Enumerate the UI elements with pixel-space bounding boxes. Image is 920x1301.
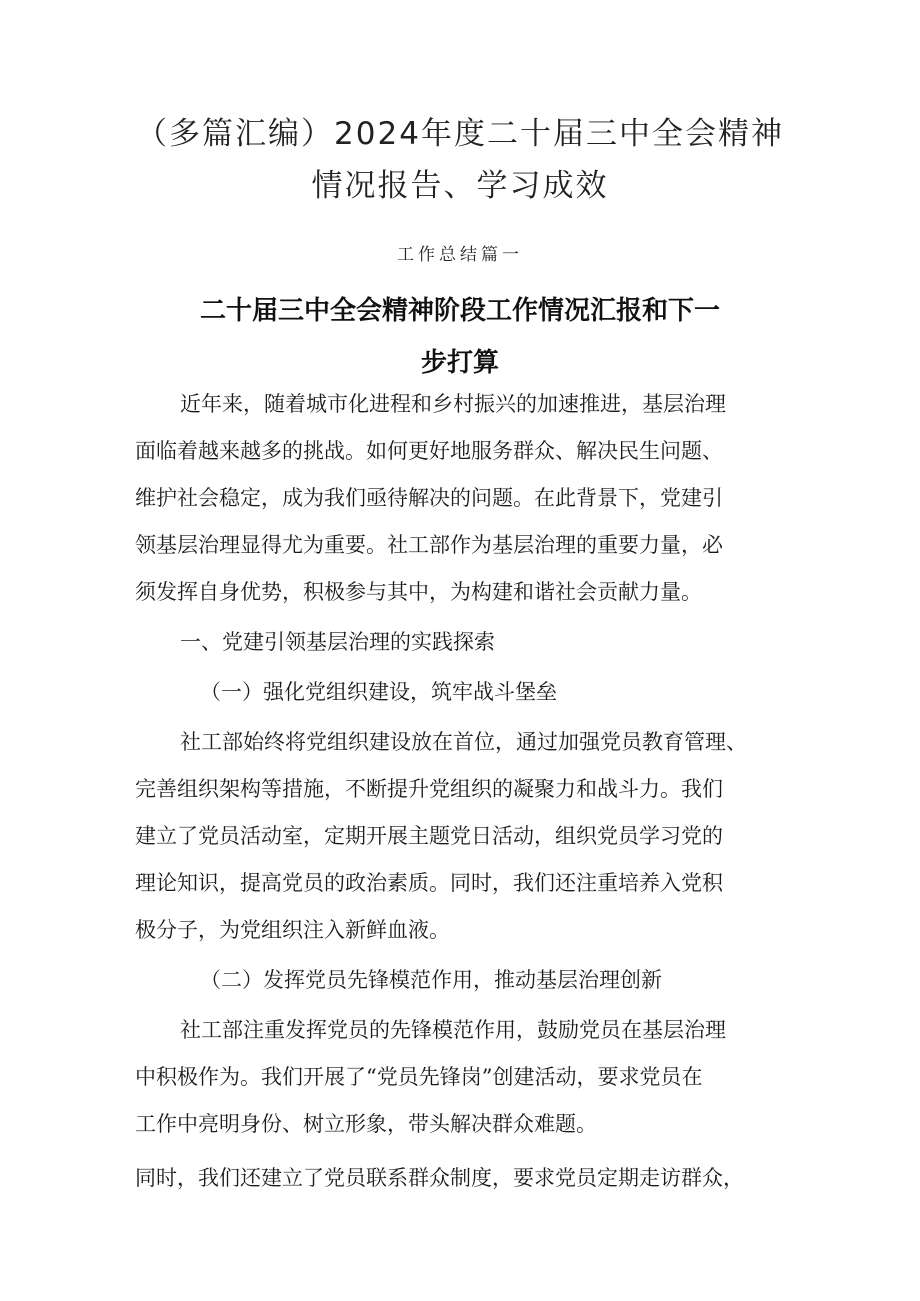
body-line: 面临着越来越多的挑战。如何更好地服务群众、解决民生问题、 [135, 439, 723, 463]
body-line: 建立了党员活动室，定期开展主题党日活动，组织党员学习党的 [135, 824, 723, 848]
subsection-heading: （二）发挥党员先锋模范作用，推动基层治理创新 [200, 968, 662, 992]
body-line: 理论知识，提高党员的政治素质。同时，我们还注重培养入党积 [135, 871, 723, 895]
body-line: 须发挥自身优势，积极参与其中，为构建和谐社会贡献力量。 [135, 580, 702, 604]
body-line: 中积极作为。我们开展了“党员先锋岗”创建活动，要求党员在 [135, 1065, 703, 1089]
body-line: 领基层治理显得尤为重要。社工部作为基层治理的重要力量，必 [135, 533, 723, 557]
body-line: 社工部注重发挥党员的先锋模范作用，鼓励党员在基层治理 [180, 1018, 726, 1042]
section-heading: 一、党建引领基层治理的实践探索 [180, 630, 495, 654]
section-label: 工作总结篇一 [397, 245, 523, 265]
body-line: 完善组织架构等措施，不断提升党组织的凝聚力和战斗力。我们 [135, 777, 723, 801]
body-line: 工作中亮明身份、树立形象，带头解决群众难题。 [135, 1112, 597, 1136]
document-title-line-1: （多篇汇编）2024年度二十届三中全会精神 [136, 116, 784, 152]
subsection-heading: （一）强化党组织建设，筑牢战斗堡垒 [200, 680, 557, 704]
document-title-line-2: 情况报告、学习成效 [311, 168, 609, 204]
body-line: 维护社会稳定，成为我们亟待解决的问题。在此背景下，党建引 [135, 486, 723, 510]
body-line: 近年来，随着城市化进程和乡村振兴的加速推进，基层治理 [180, 392, 726, 416]
body-line: 社工部始终将党组织建设放在首位，通过加强党员教育管理、 [180, 730, 747, 754]
body-line: 同时，我们还建立了党员联系群众制度，要求党员定期走访群众， [135, 1166, 744, 1190]
article-title-line-2: 步打算 [420, 348, 499, 378]
body-line: 极分子，为党组织注入新鲜血液。 [135, 918, 450, 942]
article-title-line-1: 二十届三中全会精神阶段工作情况汇报和下一 [199, 296, 720, 326]
